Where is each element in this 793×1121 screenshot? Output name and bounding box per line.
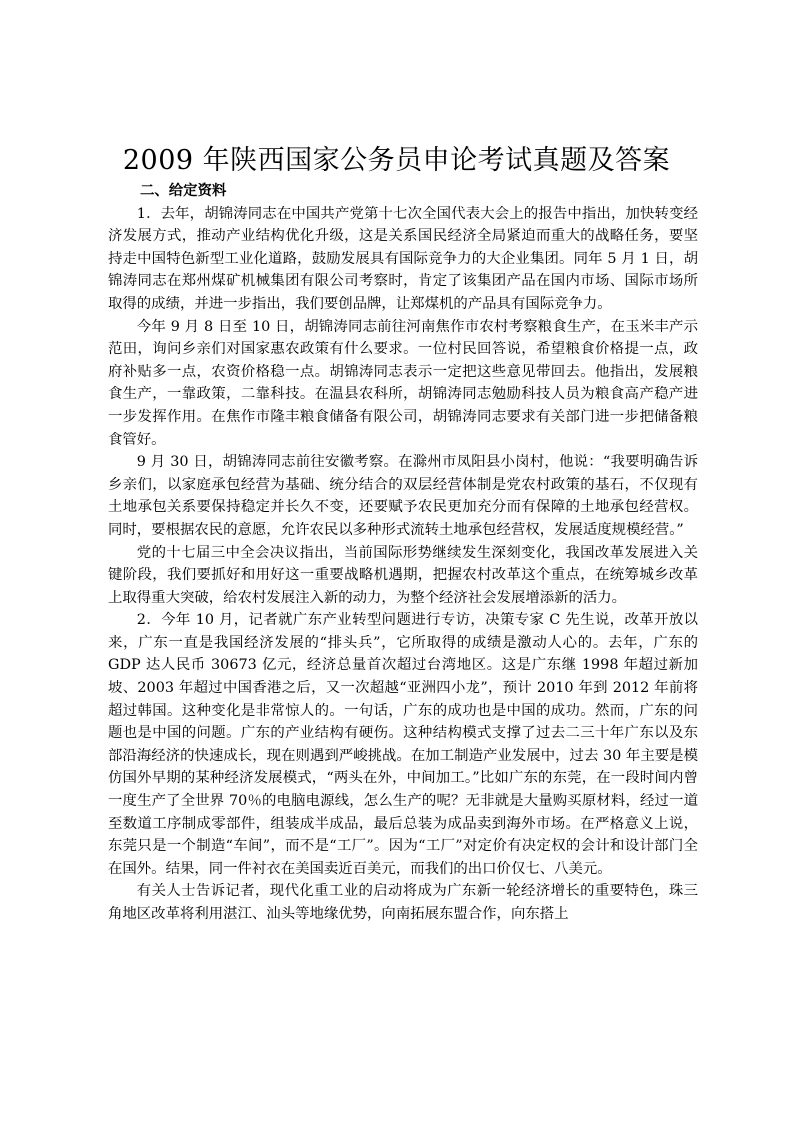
document-title: 2009 年陕西国家公务员申论考试真题及答案	[122, 145, 671, 176]
paragraph: 2．今年 10 月，记者就广东产业转型问题进行专访，决策专家 C 先生说，改革开放以来，广东一直是我国经济发展的“排头兵”，它所取得的成绩是激动人心的。去年，广东的 GDP 达人民币 30673 亿元，经济总量首次超过台湾地区。这是广东继 1998 年超过新加坡、2003 年超过中国香港之后，又一次超越“亚洲四小龙”，预计 2010 年到 2012 年前将超过韩国。这种变化是非常惊人的。一句话，广东的成功也是中国的成功。然而，广东的问题也是中国的问题。广东的产业结构有硬伤。这种结构模式支撑了过去二三十年广东以及东部沿海经济的快速成长，现在则遇到严峻挑战。在加工制造产业发展中，过去 30 年主要是模仿国外早期的某种经济发展模式，“两头在外，中间加工。”比如广东的东莞，在一段时间内曾一度生产了全世界 70％的电脑电源线，怎么生产的呢？无非就是大量购买原材料，经过一道至数道工序制成零部件，组装成半成品，最后总装为成品卖到海外市场。在严格意义上说，东莞只是一个制造“车间”，而不是“工厂”。因为“工厂”对定价有决定权的会计和设计部门全在国外。结果，同一件衬衣在美国卖近百美元，而我们的出口价仅七、八美元。	[108, 612, 698, 877]
paragraph: 1．去年，胡锦涛同志在中国共产党第十七次全国代表大会上的报告中指出，加快转变经济发展方式，推动产业结构优化升级，这是关系国民经济全局紧迫而重大的战略任务，要坚持走中国特色新型工业化道路，鼓励发展具有国际竞争力的大企业集团。同年 5 月 1 日，胡锦涛同志在郑州煤矿机械集团有限公司考察时，肯定了该集团产品在国内市场、国际市场所取得的成绩，并进一步指出，我们要创品牌，让郑煤机的产品具有国际竞争力。	[108, 205, 698, 312]
paragraph: 今年 9 月 8 日至 10 日，胡锦涛同志前往河南焦作市农村考察粮食生产，在玉米丰产示范田，询问乡亲们对国家惠农政策有什么要求。一位村民回答说，希望粮食价格提一点，政府补贴多一点，农资价格稳一点。胡锦涛同志表示一定把这些意见带回去。他指出，发展粮食生产，一靠政策，二靠科技。在温县农科所，胡锦涛同志勉励科技人员为粮食高产稳产进一步发挥作用。在焦作市隆丰粮食储备有限公司，胡锦涛同志要求有关部门进一步把储备粮食管好。	[108, 318, 698, 448]
paragraph: 9 月 30 日，胡锦涛同志前往安徽考察。在滁州市凤阳县小岗村，他说：“我要明确告诉乡亲们，以家庭承包经营为基础、统分结合的双层经营体制是党农村政策的基石，不仅现有土地承包关系要保持稳定并长久不变，还要赋予农民更加充分而有保障的土地承包经营权。同时，要根据农民的意愿，允许农民以多种形式流转土地承包经营权，发展适度规模经营。”	[108, 454, 698, 538]
document-body	[108, 180, 698, 926]
paragraph: 党的十七届三中全会决议指出，当前国际形势继续发生深刻变化，我国改革发展进入关键阶段，我们要抓好和用好这一重要战略机遇期，把握农村改革这个重点，在统筹城乡改革上取得重大突破，给农村发展注入新的动力，为整个经济社会发展增添新的活力。	[108, 544, 698, 606]
paragraph: 有关人士告诉记者，现代化重工业的启动将成为广东新一轮经济增长的重要特色，珠三角地区改革将利用湛江、汕头等地缘优势，向南拓展东盟合作，向东搭上	[108, 883, 698, 922]
section-heading: 二、给定资料	[140, 182, 227, 199]
